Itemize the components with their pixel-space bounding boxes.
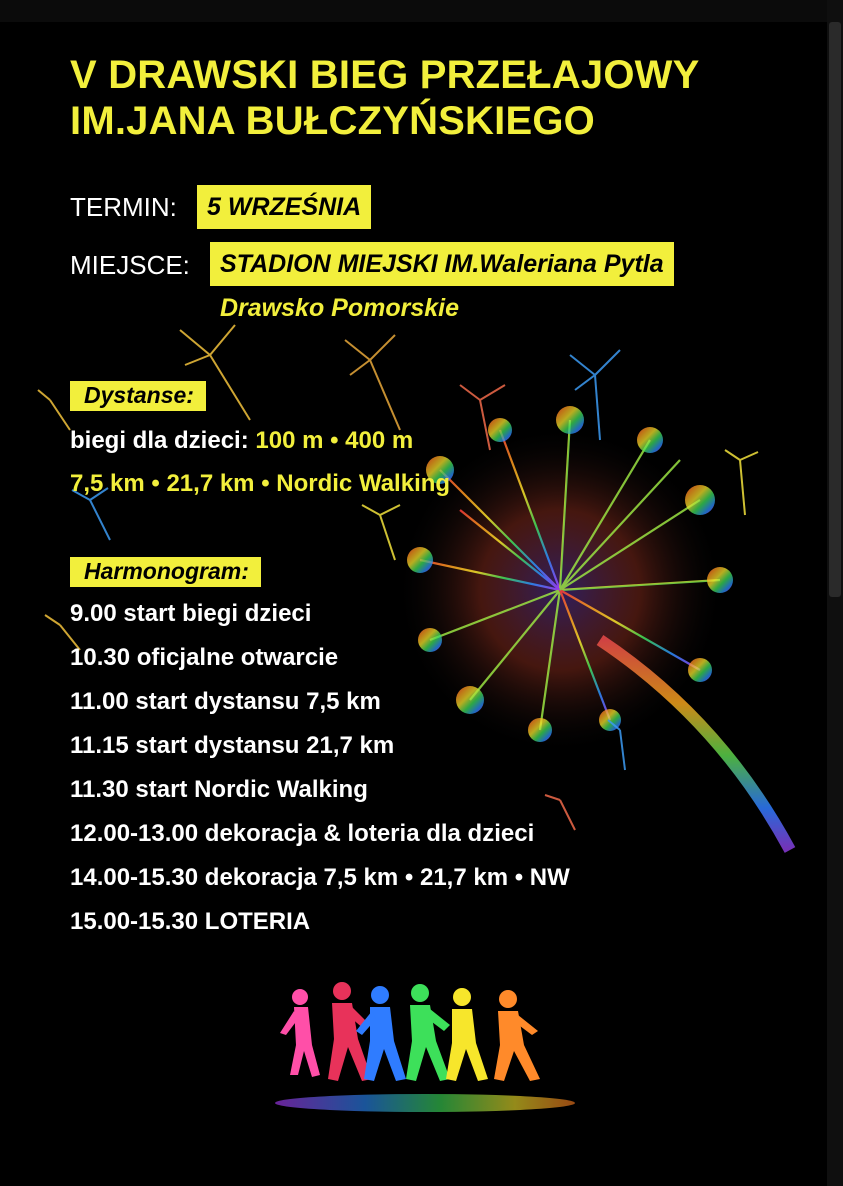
termin-value: 5 WRZEŚNIA xyxy=(197,185,371,229)
termin-label: TERMIN: xyxy=(70,192,177,222)
harmonogram-list xyxy=(70,592,570,944)
title-line-2: IM.JANA BUŁCZYŃSKIEGO xyxy=(70,99,595,143)
schedule-item: 9.00 start biegi dzieci xyxy=(70,600,312,627)
miejsce-value: STADION MIEJSKI IM.Waleriana Pytla xyxy=(210,242,674,286)
schedule-item: 11.00 start dystansu 7,5 km xyxy=(70,688,381,715)
schedule-item: 15.00-15.30 LOTERIA xyxy=(70,908,311,935)
schedule-item: 14.00-15.30 dekoracja 7,5 km • 21,7 km • NW xyxy=(70,864,570,891)
dystanse-adult: 7,5 km • 21,7 km • Nordic Walking xyxy=(70,470,451,497)
title-line-1: V DRAWSKI BIEG PRZEŁAJOWY xyxy=(70,53,700,97)
schedule-item: 11.30 start Nordic Walking xyxy=(70,776,368,803)
schedule-item: 12.00-13.00 dekoracja & loteria dla dzieci xyxy=(70,820,535,847)
miejsce-city: Drawsko Pomorskie xyxy=(220,294,459,322)
event-title xyxy=(70,52,700,144)
schedule-item: 11.15 start dystansu 21,7 km xyxy=(70,732,395,759)
dystanse-kids-values: 100 m • 400 m xyxy=(255,427,414,454)
dystanse-kids-prefix: biegi dla dzieci: xyxy=(70,427,256,454)
dystanse-heading: Dystanse: xyxy=(70,381,206,411)
miejsce-label: MIEJSCE: xyxy=(70,250,190,280)
schedule-item: 10.30 oficjalne otwarcie xyxy=(70,644,339,671)
dystanse-kids xyxy=(70,427,413,455)
rainbow-runners-icon xyxy=(260,975,590,1125)
harmonogram-heading: Harmonogram: xyxy=(70,557,261,587)
